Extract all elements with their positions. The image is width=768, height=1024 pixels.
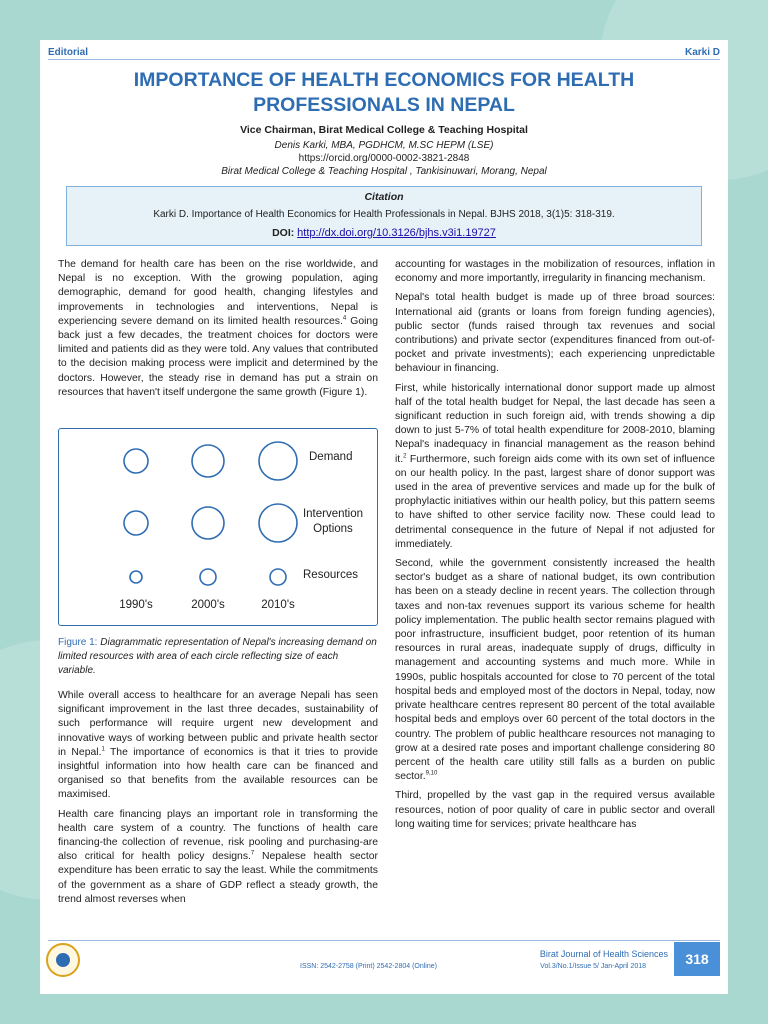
row-label-resources: Resources [303,569,358,581]
intervention-1990s-circle [124,511,148,535]
doi-link[interactable]: http://dx.doi.org/10.3126/bjhs.v3i1.19727 [297,227,496,239]
citation-box [66,186,702,246]
paragraph: Health care financing plays an important role in transforming the health care system of a country. The functions of health care financing-the collection of revenue, risk pooling and purchasing-are also critical for health policy designs.$^7$ Nepalese health sector expenditure has been erratic to say the least. While the commitments of the government as a share of GDP reflect a steady growth, the trend almost reverses when [58,808,378,905]
running-header [48,44,720,60]
title-line: PROFESSIONALS IN NEPAL [253,94,515,116]
row-label-intervention: Intervention Options [302,508,364,535]
doi-line [67,227,701,239]
institution: Birat Medical College & Teaching Hospital , Tankisinuwari, Morang, Nepal [221,166,547,177]
volume-info: Vol.3/No.1/Issue 5/ Jan-April 2018 [540,963,646,970]
doi-label: DOI: [272,227,295,239]
left-column-top [58,258,378,405]
footer-rule [48,940,720,941]
demand-2010s-circle [259,442,297,480]
figure-caption [58,636,378,678]
issn: ISSN: 2542-2758 (Print) 2542-2804 (Online) [300,963,437,970]
citation-text: Karki D. Importance of Health Economics for Health Professionals in Nepal. BJHS 2018, 3(1)5: 318-319. [153,209,615,220]
row-label-demand: Demand [309,451,353,463]
demand-1990s-circle [124,449,148,473]
article-title [60,68,708,118]
resources-1990s-circle [130,571,142,583]
page-number: 318 [674,942,720,976]
author-name: Denis Karki, MBA, PGDHCM, M.SC HEPM (LSE) [274,140,494,151]
demand-2000s-circle [192,445,224,477]
intervention-2000s-circle [192,507,224,539]
resources-2010s-circle [270,569,286,585]
title-line: IMPORTANCE OF HEALTH ECONOMICS FOR HEALTH [133,69,635,91]
year-label-2010s: 2010's [261,599,295,611]
left-column-bottom [58,689,378,912]
paragraph: The demand for health care has been on the rise worldwide, and Nepal is no exception. With the growing population, aging demographic, demand for good health, changing lifestyles and improvements in technologies and interventions, Nepal is experiencing severe demand on its limited health resources.$^4$ Going back just a few decades, the treatment choices for doctors were limited and patients did as they were told. Any values that contributed to the decision making process were implicit and determined by the doctors. However, the steady rise in demand has put a strain on resources that haven't itself undergone the same growth (Figure 1). [58,259,378,398]
figure-number: Figure 1: [58,637,98,648]
college-logo-icon [46,943,80,977]
caption-text: Diagrammatic representation of Nepal's increasing demand on limited resources with area of each circle reflecting size of each variable. [58,637,377,676]
paragraph: Second, while the government consistently increased the health sector's budget as a share of national budget, its own contribution has been on a steady decline in recent years. The collection through taxes and non-tax revenues support its various scheme for health policy implementation. The public health sector remains plagued with poor infrastructure, insufficient budget, poor retention of its human resources in rural areas, inadequate supply of drugs, difficulty in management and accounting systems and much more. While in 1990s, public hospitals accounted for close to 70 percent of the total hospital beds and employed most of the doctors in Nepal, today, now private healthcare centres represent 80 percent of the total available hospital beds and employs over 60 percent of the total doctors in the country. The problem of public healthcare resources not managing to grow at a desired rate poses and important challenge considering 80 percent of the health care utility still falls as a burden on public sector.$^{9,10}$ [395,558,715,783]
article-page [40,40,728,994]
orcid-link[interactable]: https://orcid.org/0000-0002-3821-2848 [298,153,470,164]
author-short: Karki D [684,47,720,58]
author-position: Vice Chairman, Birat Medical College & Teaching Hospital [240,124,528,136]
paragraph: First, while historically international donor support made up almost half of the total health budget for Nepal, the last decade has seen a significant reduction in such foreign aid, with trends showing a dip down to just 5-7% of total health expenditure for 2008-2010, blaming Nepal's inadequacy in financial management as the reason behind it.$^2$ Furthermore, such foreign aids come with its own set of influence on our health policy. In the past, largest share of donor support was used in the area of preventive services and made up for the bulk of prophylactic initiatives within our health policy, but this pattern seems to have shifted to other service facility now. These could lead to detrimental consequence in the future of Nepal if not adjusted for immediately. [395,382,715,550]
year-label-1990s: 1990's [119,599,153,611]
citation-heading: Citation [364,191,404,203]
page-footer [40,940,728,980]
intervention-2010s-circle [259,504,297,542]
figure-1 [58,428,378,626]
journal-name: Birat Journal of Health Sciences [539,949,668,959]
paragraph: Nepal's total health budget is made up of three broad sources: International aid (grants or loans from foreign funding agencies), public sector (funds raised through tax revenues and social contributions) and private sector (expenditures financed from out-of-pocket and private investments); each experiencing unpredictable behaviour in financing. [395,292,715,375]
section-label: Editorial [48,47,89,58]
year-label-2000s: 2000's [191,599,225,611]
paragraph: accounting for wastages in the mobilization of resources, inflation in economy and more importantly, irregularity in financing mechanism. [395,259,715,285]
paragraph: Third, propelled by the vast gap in the required versus available resources, notion of poor quality of care in public sector and overall long waiting time for services; private healthcare has [395,790,715,830]
resources-2000s-circle [200,569,216,585]
right-column [395,258,715,837]
paragraph: While overall access to healthcare for an average Nepali has seen significant improvement in the last three decades, sustainability of such performance will require urgent new development and innovative ways of working between public and private health sector in Nepal.$^1$ The importance of economics is that it tries to provide insightful information into how health care can be financed and organised so that benefits from the available resources can be maximised. [58,690,378,801]
